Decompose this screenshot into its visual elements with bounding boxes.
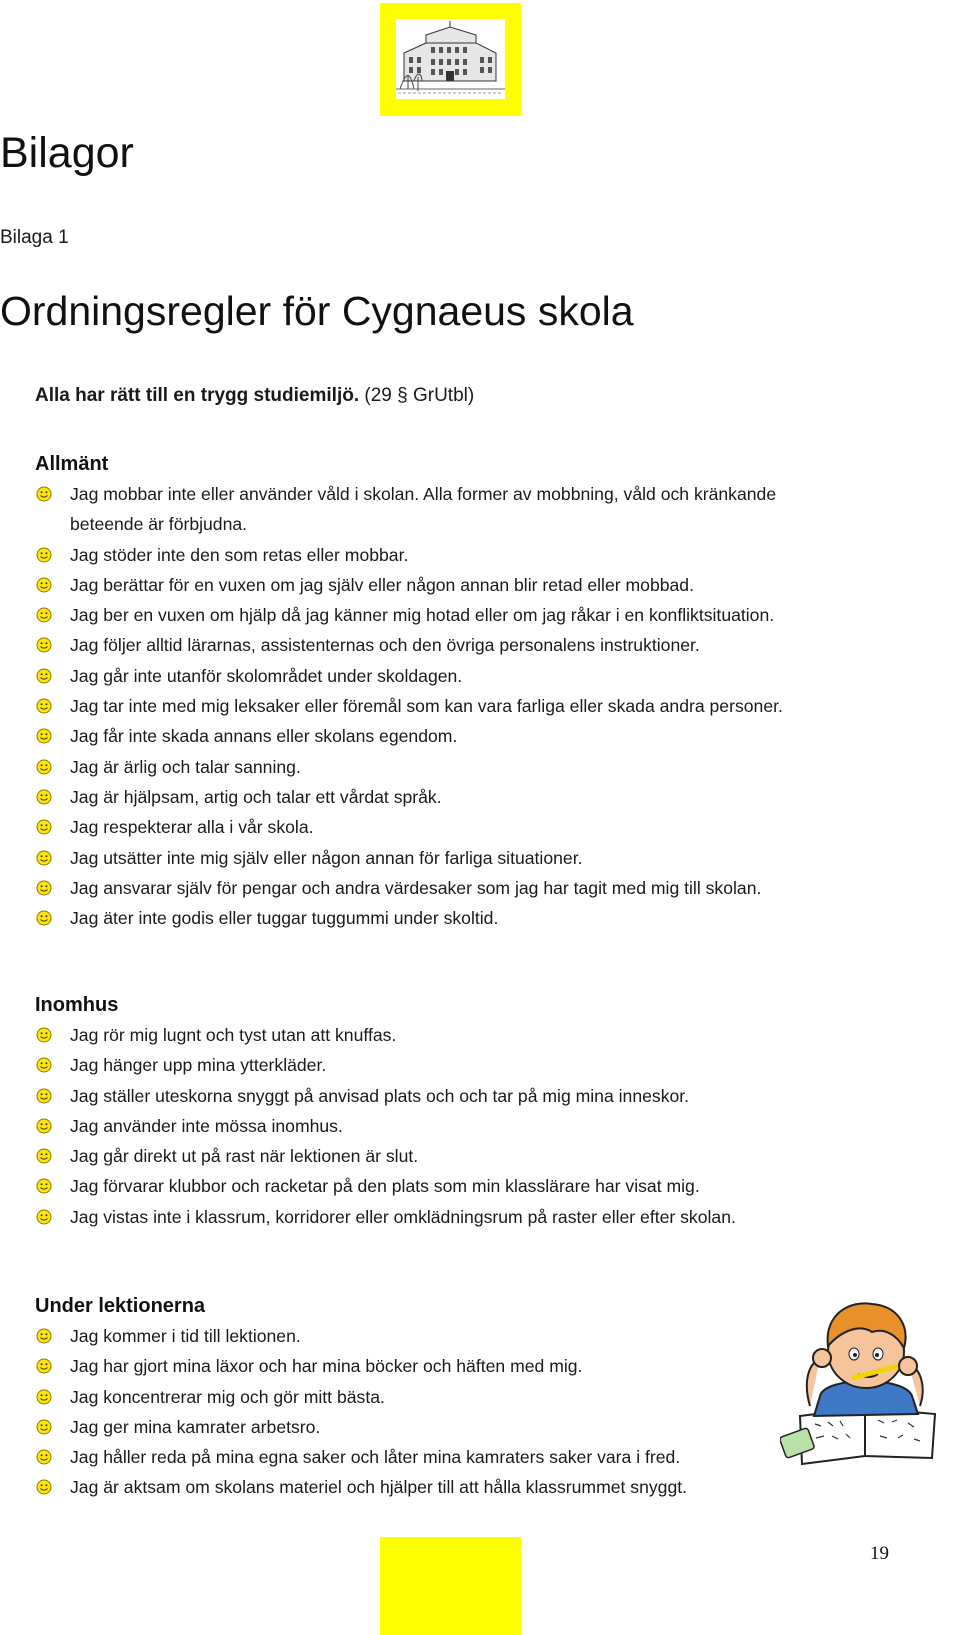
smiley-icon (36, 1088, 52, 1104)
rule-item (0, 812, 920, 842)
rule-text: Jag får inte skada annans eller skolans egendom. (70, 726, 458, 747)
rule-text: Jag stöder inte den som retas eller mobbar. (70, 544, 409, 565)
rule-item (0, 782, 920, 812)
smiley-icon (36, 1419, 52, 1435)
header-logo-frame (380, 3, 521, 116)
smiley-icon (36, 1358, 52, 1374)
rule-item (0, 873, 920, 903)
rule-item (0, 1111, 920, 1141)
smiley-icon (36, 1479, 52, 1495)
smiley-icon (36, 789, 52, 805)
smiley-icon (36, 1328, 52, 1344)
footer-accent-block (380, 1537, 521, 1635)
rule-item (0, 1081, 920, 1111)
rule-text: Jag ställer uteskorna snyggt på anvisad plats och och tar på mig mina inneskor. (70, 1085, 690, 1106)
smiley-icon (36, 486, 52, 502)
rule-text: Jag respekterar alla i vår skola. (70, 817, 314, 838)
smiley-icon (36, 850, 52, 866)
document-title: Ordningsregler för Cygnaeus skola (0, 288, 634, 334)
rule-item (0, 721, 920, 751)
rule-item (0, 752, 920, 782)
rule-text: Jag ger mina kamrater arbetsro. (70, 1416, 321, 1437)
rule-item (0, 1020, 920, 1050)
smiley-icon (36, 668, 52, 684)
rule-text-continuation: beteende är förbjudna. (70, 514, 248, 535)
rule-item (0, 600, 920, 630)
group-heading-inomhus: Inomhus (35, 994, 119, 1016)
rule-text: Jag går inte utanför skolområdet under skoldagen. (70, 665, 463, 686)
rule-text: Jag mobbar inte eller använder våld i skolan. Alla former av mobbning, våld och kränkande (70, 484, 777, 504)
smiley-icon (36, 1389, 52, 1405)
smiley-icon (36, 880, 52, 896)
smiley-icon (36, 819, 52, 835)
rule-text: Jag går direkt ut på rast när lektionen är slut. (70, 1146, 419, 1167)
intro-bold-text: Alla har rätt till en trygg studiemiljö. (35, 385, 360, 406)
rule-item (0, 1202, 920, 1232)
smiley-icon (36, 547, 52, 563)
smiley-icon (36, 1148, 52, 1164)
rule-text: Jag håller reda på mina egna saker och låter mina kamraters saker vara i fred. (70, 1447, 681, 1468)
rule-list-allmant (0, 479, 920, 933)
rule-text: Jag kommer i tid till lektionen. (70, 1326, 301, 1346)
rule-text: Jag ansvarar själv för pengar och andra värdesaker som jag har tagit med mig till skolan. (70, 877, 762, 898)
intro-statement (35, 384, 474, 408)
rule-item (0, 570, 920, 600)
intro-reference: (29 § GrUtbl) (364, 385, 475, 406)
rule-text: Jag berättar för en vuxen om jag själv eller någon annan blir retad eller mobbad. (70, 574, 694, 595)
smiley-icon (36, 1118, 52, 1134)
smiley-icon (36, 759, 52, 775)
rule-text: Jag ber en vuxen om hjälp då jag känner mig hotad eller om jag råkar i en konfliktsituation. (70, 605, 775, 626)
section-title: Bilagor (0, 129, 134, 177)
rule-text: Jag hänger upp mina ytterkläder. (70, 1055, 327, 1076)
rule-item (0, 1472, 920, 1502)
rule-text: Jag förvarar klubbor och racketar på den plats som min klasslärare har visat mig. (70, 1176, 700, 1197)
rule-text: Jag rör mig lugnt och tyst utan att knuffas. (70, 1025, 397, 1045)
rule-item (0, 1171, 920, 1201)
rule-text: Jag koncentrerar mig och gör mitt bästa. (70, 1386, 385, 1407)
rule-item (0, 1050, 920, 1080)
appendix-label: Bilaga 1 (0, 227, 69, 248)
rule-item (0, 479, 920, 540)
rule-text: Jag äter inte godis eller tuggar tuggummi under skoltid. (70, 908, 499, 929)
smiley-icon (36, 1057, 52, 1073)
rule-item (0, 661, 920, 691)
rule-item (0, 843, 920, 873)
rule-item (0, 540, 920, 570)
group-heading-under-lektionerna: Under lektionerna (35, 1295, 206, 1317)
page-number: 19 (870, 1543, 889, 1564)
smiley-icon (36, 728, 52, 744)
smiley-icon (36, 1209, 52, 1225)
smiley-icon (36, 577, 52, 593)
rule-item (0, 630, 920, 660)
rule-text: Jag är ärlig och talar sanning. (70, 756, 301, 777)
rule-item (0, 691, 920, 721)
smiley-icon (36, 1027, 52, 1043)
rule-item (0, 903, 920, 933)
rule-text: Jag tar inte med mig leksaker eller föremål som kan vara farliga eller skada andra personer. (70, 696, 783, 717)
smiley-icon (36, 1449, 52, 1465)
smiley-icon (36, 698, 52, 714)
rule-item (0, 1141, 920, 1171)
rule-list-inomhus (0, 1020, 920, 1232)
school-building-icon (396, 19, 505, 99)
group-heading-allmant: Allmänt (35, 453, 109, 475)
smiley-icon (36, 1178, 52, 1194)
rule-text: Jag använder inte mössa inomhus. (70, 1115, 343, 1136)
rule-text: Jag utsätter inte mig själv eller någon annan för farliga situationer. (70, 847, 583, 868)
smiley-icon (36, 607, 52, 623)
rule-text: Jag är aktsam om skolans materiel och hjälper till att hålla klassrummet snyggt. (70, 1477, 688, 1498)
smiley-icon (36, 910, 52, 926)
rule-text: Jag följer alltid lärarnas, assistenternas och den övriga personalens instruktioner. (70, 635, 700, 656)
smiley-icon (36, 637, 52, 653)
studying-boy-icon (780, 1296, 955, 1466)
rule-text: Jag har gjort mina läxor och har mina böcker och häften med mig. (70, 1356, 583, 1377)
rule-text: Jag vistas inte i klassrum, korridorer eller omklädningsrum på raster eller efter skolan. (70, 1206, 736, 1227)
rule-text: Jag är hjälpsam, artig och talar ett vårdat språk. (70, 786, 442, 807)
